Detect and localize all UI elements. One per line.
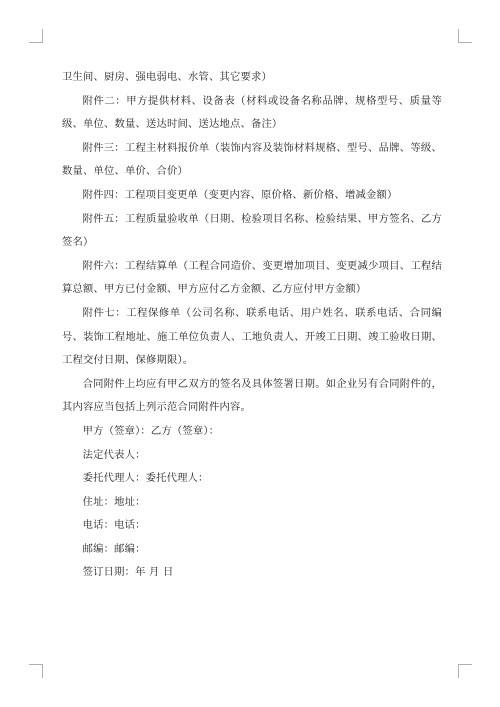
- paragraph-attachment-note: 合同附件上均应有甲乙双方的签名及具体签署日期。如企业另有合同附件的，其内容应当包括上列示范合同附件内容。: [62, 377, 442, 414]
- document-body: [62, 66, 442, 585]
- page-corner-mark-bottom-right: [458, 664, 472, 678]
- address-line: 住址：地址：: [82, 495, 146, 508]
- postcode-line: 邮编：邮编：: [82, 542, 146, 555]
- phone-line: 电话：电话：: [82, 519, 146, 532]
- paragraph-attachment-one-continued: 卫生间、厨房、强电弱电、水管、其它要求）: [62, 71, 272, 83]
- paragraph-attachment-three: 附件三：工程主材料报价单（装饰内容及装饰材料规格、型号、品牌、等级、数量、单位、单价、合价）: [62, 141, 442, 178]
- signature-parties-line: 甲方（签章）：乙方（签章）：: [82, 424, 220, 437]
- paragraph-attachment-five: 附件五：工程质量验收单（日期、检验项目名称、检验结果、甲方签名、乙方签名）: [62, 212, 442, 249]
- paragraph-attachment-seven: 附件七：工程保修单（公司名称、联系电话、用户姓名、联系电话、合同编号、装饰工程地址、施工单位负责人、工地负责人、开竣工日期、竣工验收日期、工程交付日期、保修期限）。: [62, 306, 442, 367]
- signing-date-line: 签订日期：年 月 日: [82, 566, 174, 579]
- paragraph-attachment-six: 附件六：工程结算单（工程合同造价、变更增加项目、变更减少项目、工程结算总额、甲方已付金额、甲方应付乙方金额、乙方应付甲方金额）: [62, 259, 442, 296]
- signature-block: [62, 420, 442, 585]
- page-corner-mark-top-right: [458, 29, 472, 43]
- authorized-agent-line: 委托代理人：委托代理人：: [82, 472, 209, 485]
- paragraph-attachment-four: 附件四：工程项目变更单（变更内容、原价格、新价格、增减金额）: [82, 188, 398, 201]
- paragraph-attachment-two: 附件二：甲方提供材料、设备表（材料或设备名称品牌、规格型号、质量等级、单位、数量、送达时间、送达地点、备注）: [62, 94, 442, 131]
- page-corner-mark-top-left: [29, 29, 43, 43]
- legal-representative-line: 法定代表人：: [82, 448, 146, 461]
- page-corner-mark-bottom-left: [29, 664, 43, 678]
